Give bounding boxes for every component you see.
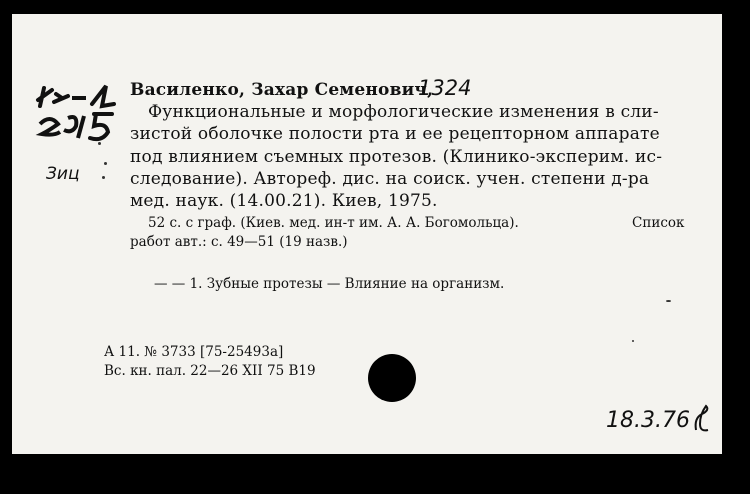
margin-note: Зиц	[46, 164, 80, 184]
title-line-2: зистой оболочке полости рта и ее рецепторном аппарате	[130, 124, 660, 144]
birth-year: 1324	[418, 76, 472, 100]
subject-entry: — — 1. Зубные протезы — Влияние на организм.	[154, 276, 505, 292]
registry-line: Вс. кн. пал. 22—26 XII 75 В19	[104, 363, 316, 379]
catalog-card	[12, 14, 722, 454]
catalog-mark	[32, 84, 124, 146]
title-line-5: мед. наук. (14.00.21). Киев, 1975.	[130, 191, 438, 211]
title-line-1: Функциональные и морфологические изменения в сли-	[148, 102, 659, 122]
punch-hole	[368, 354, 416, 402]
scribble-mark	[692, 404, 714, 434]
author-heading: Василенко, Захар Семенович,	[130, 80, 434, 100]
handwritten-date: 18.3.76	[606, 408, 690, 433]
title-line-4: следование). Автореф. дис. на соиск. учен. степени д-ра	[130, 169, 650, 189]
title-line-3: под влиянием съемных протезов. (Клинико-эксперим. ис-	[130, 147, 663, 167]
collation-line-2: работ авт.: с. 49—51 (19 назв.)	[130, 234, 348, 250]
collation-line-1: 52 с. с граф. (Киев. мед. ин-т им. А. А. Богомольца).	[148, 215, 519, 231]
collation-list-word: Список	[632, 215, 685, 231]
record-number: А 11. № 3733 [75-25493а]	[104, 344, 284, 360]
